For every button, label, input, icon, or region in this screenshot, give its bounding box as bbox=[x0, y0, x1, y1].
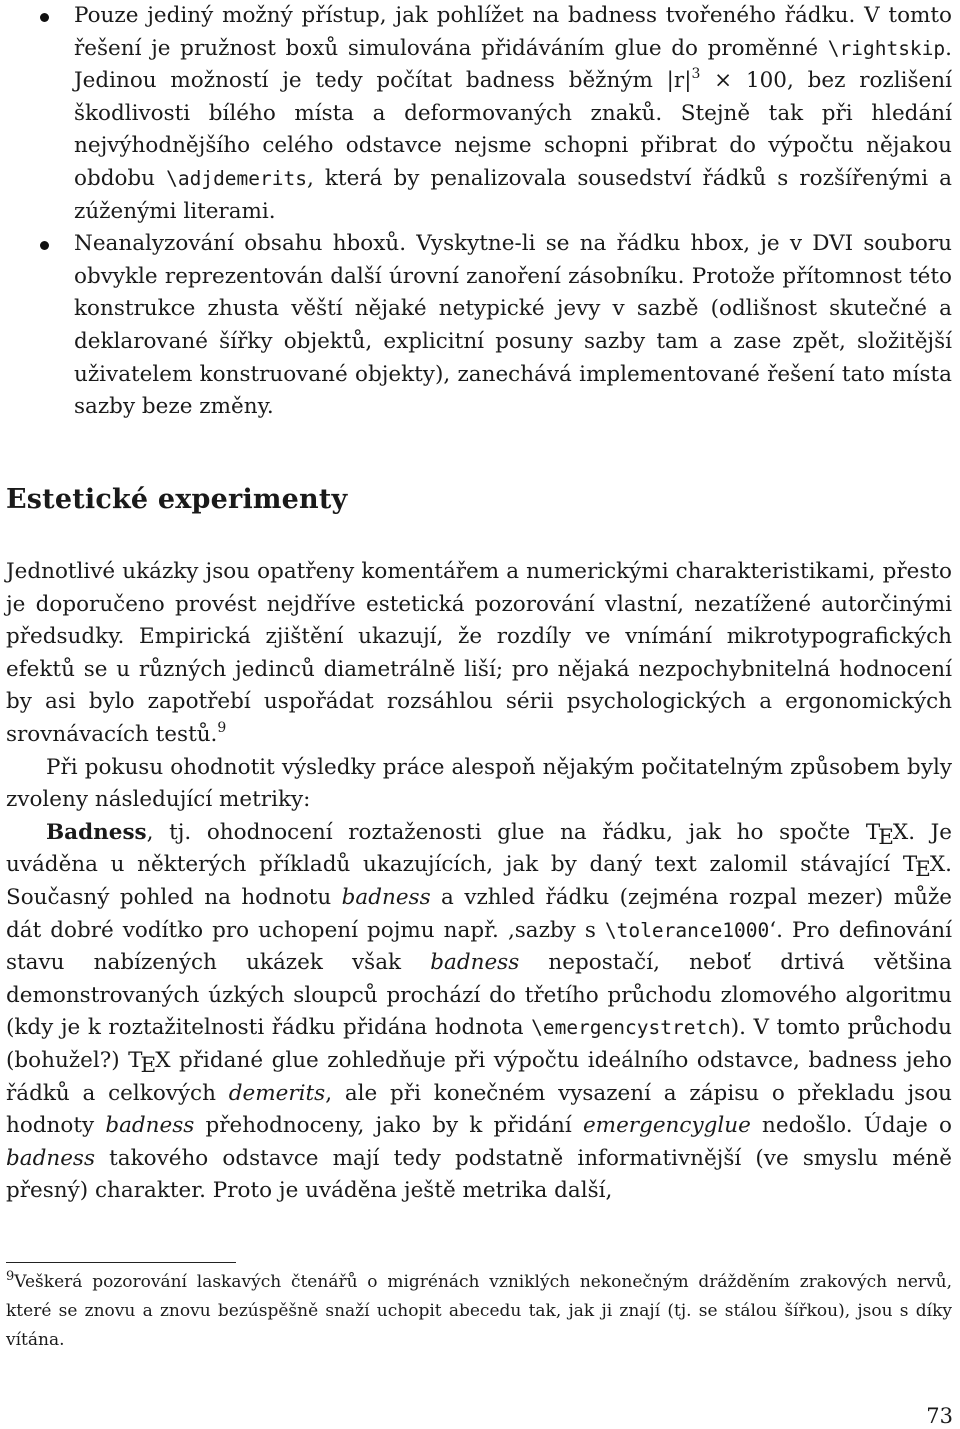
bullet-icon bbox=[40, 241, 49, 250]
tex-logo-e: E bbox=[915, 857, 931, 883]
paragraph-metrics: Při pokusu ohodnotit výsledky práce alespoň nějakým počitatelným způsobem byly zvoleny následující metriky: bbox=[6, 754, 952, 813]
bullet-text: , která by penalizovala sousedství řádků s rozšířenými a zúženými literami. bbox=[74, 165, 952, 224]
footnote-text: Veškerá pozorování laskavých čtenářů o migrénách vzniklých nekonečným drážděním zrakových nervů, které se znovu a znovu bezúspěšně snaží uchopit abecedu tak, jak ji znají (tj. se stálou šířkou), jsou s díky vítána. bbox=[6, 1272, 952, 1350]
paragraph-text: nepostačí, neboť drtivá většina demonstrovaných úzkých sloupců prochází do třetího průchodu zlomového algoritmu (kdy je k roztažitelnosti řádku přidána hodnota bbox=[6, 950, 952, 1041]
code-rightskip: \rightskip bbox=[827, 36, 946, 60]
page-number: 73 bbox=[926, 1404, 953, 1428]
code-emergencystretch: \emergencystretch bbox=[531, 1016, 731, 1040]
paragraph-text: , tj. ohodnocení roztaženosti glue na řádku, jak ho spočte T bbox=[146, 819, 881, 845]
italic-term: badness bbox=[430, 950, 520, 976]
code-adjdemerits: \adjdemerits bbox=[166, 166, 307, 190]
italic-term: demerits bbox=[228, 1080, 326, 1106]
bullet-text: × 100, bez rozlišení škodlivosti bílého místa a deformovaných znaků. Stejně tak při hledání nejvýhodnějšího celého odstavce nejsme schopni přibrat do výpočtu nějakou obdobu bbox=[74, 68, 952, 191]
bullet-item-hbox bbox=[0, 228, 960, 424]
paragraph-text: ). V tomto průchodu (bohužel?) T bbox=[6, 1015, 952, 1073]
paragraph-text: a vzhled řádku (zejména rozpal mezer) může dát dobré vodítko pro uchopení pojmu např. ‚sazby s bbox=[6, 884, 952, 943]
paragraph-badness bbox=[6, 817, 952, 1208]
section-title: Estetické experimenty bbox=[6, 484, 348, 515]
bullet-text: Pouze jediný možný přístup, jak pohlížet na badness tvořeného řádku. V tomto řešení je pružnost boxů simulována přidáváním glue do proměnné bbox=[74, 3, 952, 61]
footnote bbox=[6, 1268, 952, 1355]
bullet-list bbox=[0, 0, 960, 424]
paragraph-text: nedošlo. Údaje o bbox=[750, 1113, 953, 1139]
superscript: 3 bbox=[691, 66, 701, 83]
paragraph-text: , ale při konečném vysazení a zápisu o překladu jsou hodnoty bbox=[6, 1080, 952, 1139]
italic-term: badness bbox=[6, 1145, 95, 1171]
tex-logo-e: E bbox=[878, 824, 894, 850]
italic-term: emergencyglue bbox=[582, 1113, 751, 1139]
footnote-number: 9 bbox=[6, 1269, 15, 1284]
section-body bbox=[6, 556, 952, 1208]
bullet-icon bbox=[40, 13, 49, 22]
footnote-mark: 9 bbox=[217, 719, 227, 736]
paragraph-text: ‘. Pro definování stavu nabízených ukázek však bbox=[6, 917, 952, 976]
paragraph-text: X. Je uváděna u některých příkladů ukazujících, jak by daný text zalomil stávající T bbox=[6, 819, 952, 878]
bullet-item-badness-approach bbox=[0, 0, 960, 228]
code-tolerance: \tolerance1000 bbox=[604, 918, 770, 942]
tex-logo-e: E bbox=[140, 1052, 157, 1078]
paragraph-text: X. Současný pohled na hodnotu bbox=[6, 852, 952, 910]
footnote-divider bbox=[6, 1262, 236, 1263]
paragraph-intro bbox=[6, 556, 952, 752]
paragraph-text: Jednotlivé ukázky jsou opatřeny komentářem a numerickými charakteristikami, přesto je doporučeno provést nejdříve estetická pozorování vlastní, nezatížené autorčinými předsudky. Empirická zjištění ukazují, že rozdíly ve vnímání mikrotypografických efektů se u různých jedinců diametrálně liší; pro nějaká nezpochybnitelná hodnocení by asi bylo zapotřebí uspořádat rozsáhlou sérii psychologických a ergonomických srovnávacích testů. bbox=[6, 559, 952, 747]
paragraph-text: přehodnoceny, jako by k přidání bbox=[194, 1113, 583, 1139]
paragraph-text: takového odstavce mají tedy podstatně informativnější (ve smyslu méně přesný) charakter. Proto je uváděna ještě metrika další, bbox=[6, 1145, 952, 1204]
bullet-text: . Jedinou možností je tedy počítat badness běžným |r| bbox=[74, 35, 952, 94]
bullet-text: Neanalyzování obsahu hboxů. Vyskytne-li se na řádku hbox, je v DVI souboru obvykle reprezentován další úrovní zanoření zásobníku. Protože přítomnost této konstrukce zhusta věští nějaké netypické jevy v sazbě (odlišnost skutečné a deklarované šířky objektů, explicitní posuny sazby tam a zase zpět, složitější uživatelem konstruované objekty), zanechává implementované řešení tato místa sazby beze změny. bbox=[74, 231, 952, 420]
paragraph-text: X přidané glue zohledňuje při výpočtu ideálního odstavce, badness jeho řádků a celkových bbox=[6, 1047, 952, 1106]
italic-term: badness bbox=[341, 884, 431, 910]
term-badness: Badness bbox=[46, 819, 147, 845]
italic-term: badness bbox=[105, 1113, 195, 1139]
